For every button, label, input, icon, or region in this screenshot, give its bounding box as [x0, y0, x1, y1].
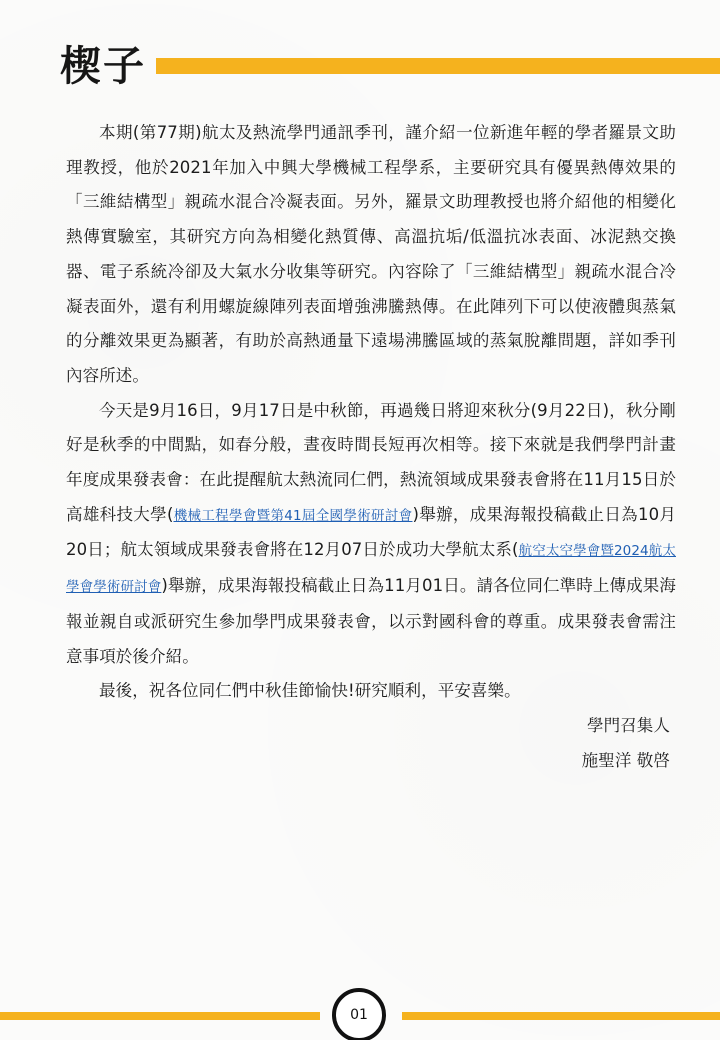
signature-name: 施聖洋 敬啓 — [581, 750, 670, 770]
paragraph-events-text-3: )舉辦，成果海報投稿截止日為11月01日。請各位同仁準時上傳成果海報並親自或派研究生參加學門成果發表會，以示對國科會的尊重。成果發表會需注意事項於後介紹。 — [66, 576, 676, 666]
article-body — [66, 116, 676, 778]
page-number-badge — [332, 988, 386, 1040]
paragraph-events — [66, 394, 676, 675]
paragraph-intro: 本期(第77期)航太及熱流學門通訊季刊，謹介紹一位新進年輕的學者羅景文助理教授，他於2021年加入中興大學機械工程學系，主要研究具有優異熱傳效果的「三維結構型」親疏水混合冷凝表面。另外，羅景文助理教授也將介紹他的相變化熱傳實驗室，其研究方向為相變化熱質傳、高溫抗垢/低溫抗冰表面、冰泥熱交換器、電子系統冷卻及大氣水分收集等研究。內容除了「三維結構型」親疏水混合冷凝表面外，還有利用螺旋線陣列表面增強沸騰熱傳。在此陣列下可以使液體與蒸氣的分離效果更為顯著，有助於高熱通量下遠場沸騰區域的蒸氣脫離問題，詳如季刊內容所述。 — [66, 123, 676, 385]
header-accent-bar — [156, 58, 720, 74]
conference-link-mechanical[interactable]: 機械工程學會暨第41屆全國學術研討會 — [173, 507, 413, 524]
page-number: 01 — [350, 1007, 368, 1023]
paragraph-events-text-1: 今天是9月16日，9月17日是中秋節，再過幾日將迎來秋分(9月22日)，秋分剛好是秋季的中間點，如春分般，晝夜時間長短再次相等。接下來就是我們學門計畫年度成果發表會：在此提醒航太熱流同仁們，熱流領域成果發表會將在11月15日於高雄科技大學( — [66, 400, 676, 524]
signature-title: 學門召集人 — [587, 715, 670, 735]
footer-accent-bar-left — [0, 1012, 320, 1020]
paragraph-events-text-2: )舉辦，成果海報投稿截止日為10月20日；航太領域成果發表會將在12月07日於成功大學航太系( — [66, 504, 676, 560]
paragraph-closing: 最後，祝各位同仁們中秋佳節愉快!研究順利，平安喜樂。 — [99, 681, 521, 701]
conference-link-aerospace[interactable]: 航空太空學會暨2024航太學會學術研討會 — [66, 543, 676, 596]
footer-accent-bar-right — [402, 1012, 720, 1020]
page-title: 楔子 — [60, 42, 146, 90]
